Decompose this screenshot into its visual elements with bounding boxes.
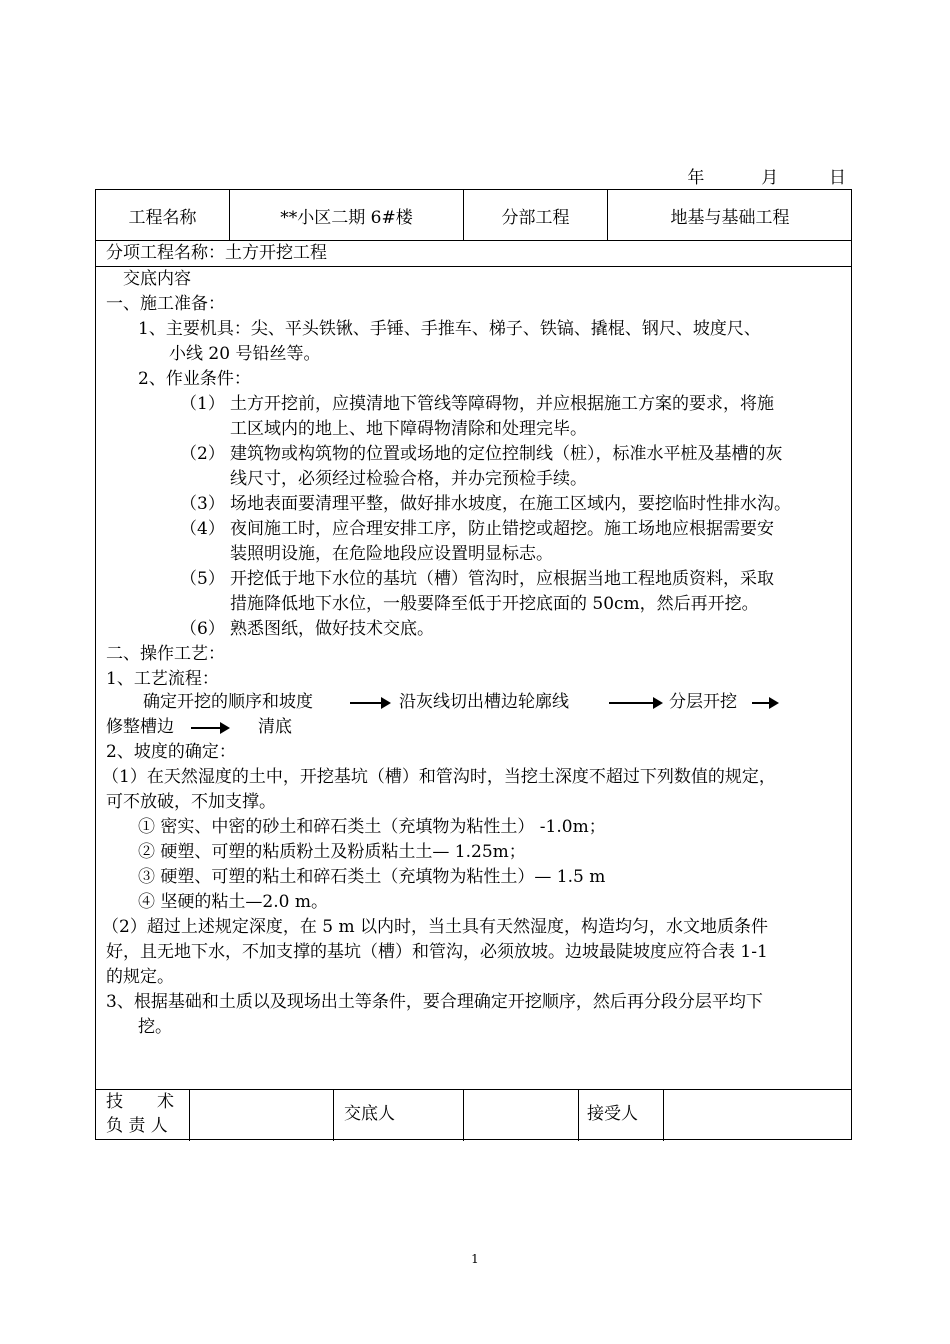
receiver-label: 接受人	[587, 1104, 638, 1124]
condition-text: 夜间施工时，应合理安排工序，防止错挖或超挖。施工场地应根据需要安	[230, 519, 774, 539]
flow-step: 分层开挖	[669, 692, 737, 712]
tech-lead-label-line2: 负 责 人	[106, 1116, 168, 1136]
flow-arrow-icon	[191, 727, 228, 729]
division-value: 地基与基础工程	[670, 207, 790, 228]
disclosure-form-table	[95, 189, 852, 1140]
date-day: 日	[829, 168, 846, 188]
project-name-value: **小区二期 6#楼	[280, 207, 413, 228]
slope-p2-line3: 的规定。	[106, 967, 174, 987]
condition-text: 措施降低地下水位，一般要降至低于开挖底面的 50cm，然后再开挖。	[230, 594, 759, 614]
slope-p2-line2: 好，且无地下水，不加支撑的基坑（槽）和管沟，必须放坡。边坡最陡坡度应符合表 1-1	[106, 942, 768, 962]
condition-num: （3）	[180, 494, 225, 514]
flow-step: 确定开挖的顺序和坡度	[143, 692, 313, 712]
slope-p1-line2: 可不放破，不加支撑。	[106, 792, 276, 812]
conditions-title: 2、作业条件：	[138, 369, 251, 389]
tools-line1: 1、主要机具：尖、平头铁锹、手锤、手推车、梯子、铁镐、撬棍、钢尺、坡度尺、	[138, 319, 761, 339]
section2-title: 二、操作工艺：	[106, 644, 225, 664]
division-label: 分部工程	[501, 207, 570, 228]
condition-num: （1）	[180, 394, 225, 414]
discloser-label: 交底人	[344, 1104, 395, 1124]
slope-list-item: ② 硬塑、可塑的粘质粉土及粉质粘土土— 1.25m；	[138, 842, 526, 862]
date-month: 月	[761, 168, 779, 188]
flow-step: 清底	[258, 717, 292, 737]
slope-title: 2、坡度的确定：	[106, 742, 236, 762]
section1-title: 一、施工准备：	[106, 294, 225, 314]
condition-num: （4）	[180, 519, 225, 539]
condition-num: （2）	[180, 444, 225, 464]
slope-list-item: ③ 硬塑、可塑的粘土和碎石类土（充填物为粘性土）— 1.5 m	[138, 867, 606, 887]
date-header	[687, 163, 846, 188]
flow-arrow-icon	[752, 702, 777, 704]
flow-arrow-icon	[350, 702, 389, 704]
flow-title: 1、工艺流程：	[106, 669, 219, 689]
slope-list-item: ① 密实、中密的砂土和碎石类土（充填物为粘性土） -1.0m；	[138, 817, 606, 837]
content-label: 交底内容	[123, 269, 191, 289]
item3-line2: 挖。	[138, 1017, 172, 1037]
condition-text: 建筑物或构筑物的位置或场地的定位控制线（桩），标准水平桩及基槽的灰	[230, 444, 783, 464]
project-name-label: 工程名称	[128, 207, 197, 228]
condition-num: （6）	[180, 619, 225, 639]
flow-arrow-icon	[609, 702, 661, 704]
item3-line1: 3、根据基础和土质以及现场出土等条件，要合理确定开挖顺序，然后再分段分层平均下	[106, 992, 763, 1012]
date-year: 年	[687, 168, 705, 188]
tech-lead-label-line1: 技 术	[106, 1092, 174, 1112]
condition-text: 线尺寸，必须经过检验合格，并办完预检手续。	[230, 469, 587, 489]
slope-p1-line1: （1）在天然湿度的土中，开挖基坑（槽）和管沟时，当挖土深度不超过下列数值的规定，	[102, 767, 776, 787]
subitem-name: 分项工程名称：土方开挖工程	[106, 243, 327, 263]
condition-text: 开挖低于地下水位的基坑（槽）管沟时，应根据当地工程地质资料，采取	[230, 569, 774, 589]
condition-text: 土方开挖前，应摸清地下管线等障碍物，并应根据施工方案的要求，将施	[230, 394, 774, 414]
condition-text: 装照明设施，在危险地段应设置明显标志。	[230, 544, 553, 564]
condition-num: （5）	[180, 569, 225, 589]
page-number: 1	[471, 1252, 479, 1266]
slope-p2-line1: （2）超过上述规定深度，在 5 m 以内时，当土具有天然湿度，构造均匀，水文地质条件	[102, 917, 768, 937]
condition-text: 熟悉图纸，做好技术交底。	[230, 619, 434, 639]
flow-step: 沿灰线切出槽边轮廓线	[399, 692, 569, 712]
flow-step: 修整槽边	[106, 717, 174, 737]
condition-text: 工区域内的地上、地下障碍物清除和处理完毕。	[230, 419, 587, 439]
condition-text: 场地表面要清理平整，做好排水坡度，在施工区域内，要挖临时性排水沟。	[230, 494, 791, 514]
slope-list-item: ④ 坚硬的粘土—2.0 m。	[138, 892, 328, 912]
tools-line2: 小线 20 号铅丝等。	[169, 344, 321, 364]
